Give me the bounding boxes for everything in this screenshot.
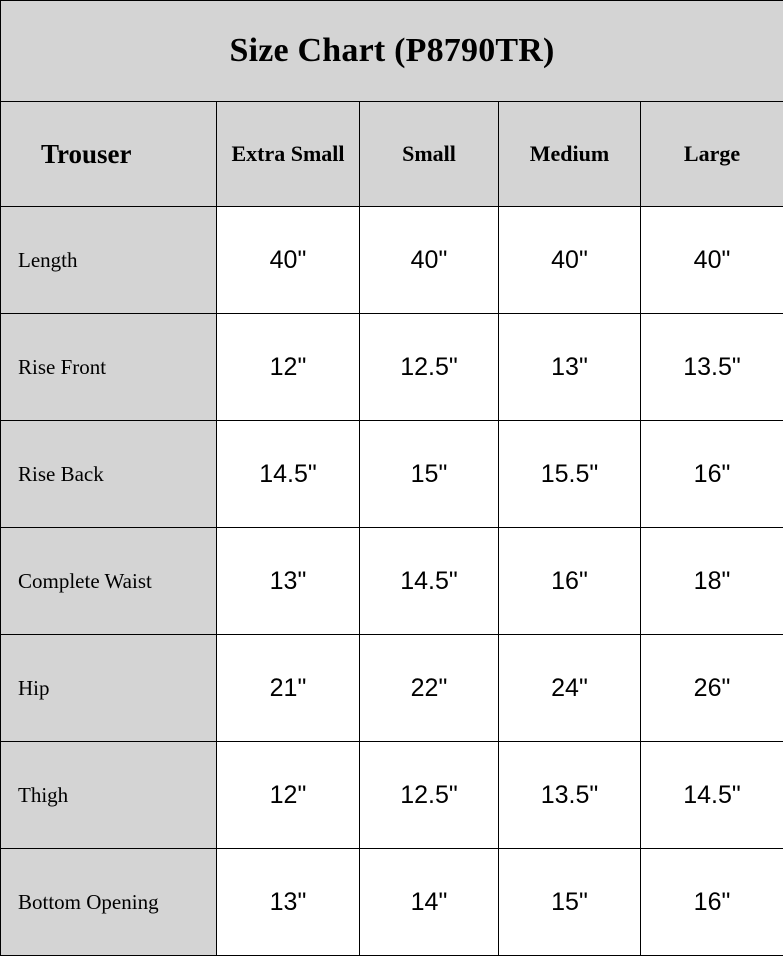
cell-value: 15": [499, 849, 641, 956]
table-row: [1, 421, 783, 528]
row-label: Bottom Opening: [1, 849, 217, 956]
row-label: Thigh: [1, 742, 217, 849]
title-row: [1, 1, 783, 102]
cell-value: 16": [641, 849, 783, 956]
cell-value: 12.5": [360, 742, 499, 849]
cell-value: 26": [641, 635, 783, 742]
cell-value: 16": [641, 421, 783, 528]
cell-value: 18": [641, 528, 783, 635]
table-row: [1, 314, 783, 421]
table-row: [1, 742, 783, 849]
row-label: Hip: [1, 635, 217, 742]
cell-value: 40": [217, 207, 360, 314]
cell-value: 40": [360, 207, 499, 314]
column-header-category: Trouser: [1, 102, 217, 207]
cell-value: 24": [499, 635, 641, 742]
cell-value: 13": [217, 849, 360, 956]
table-row: [1, 207, 783, 314]
row-label: Length: [1, 207, 217, 314]
table-row: [1, 635, 783, 742]
cell-value: 12": [217, 314, 360, 421]
cell-value: 14": [360, 849, 499, 956]
cell-value: 22": [360, 635, 499, 742]
cell-value: 16": [499, 528, 641, 635]
cell-value: 40": [499, 207, 641, 314]
row-label: Rise Front: [1, 314, 217, 421]
row-label: Rise Back: [1, 421, 217, 528]
column-header-small: Small: [360, 102, 499, 207]
cell-value: 40": [641, 207, 783, 314]
cell-value: 13.5": [641, 314, 783, 421]
cell-value: 13": [499, 314, 641, 421]
cell-value: 14.5": [641, 742, 783, 849]
cell-value: 12": [217, 742, 360, 849]
cell-value: 14.5": [217, 421, 360, 528]
column-header-large: Large: [641, 102, 783, 207]
column-header-extra-small: Extra Small: [217, 102, 360, 207]
row-label: Complete Waist: [1, 528, 217, 635]
cell-value: 15": [360, 421, 499, 528]
table-header-row: [1, 102, 783, 207]
column-header-medium: Medium: [499, 102, 641, 207]
page-title: Size Chart (P8790TR): [1, 1, 783, 102]
cell-value: 12.5": [360, 314, 499, 421]
cell-value: 13.5": [499, 742, 641, 849]
cell-value: 14.5": [360, 528, 499, 635]
cell-value: 15.5": [499, 421, 641, 528]
table-row: [1, 528, 783, 635]
table-row: [1, 849, 783, 956]
cell-value: 21": [217, 635, 360, 742]
cell-value: 13": [217, 528, 360, 635]
